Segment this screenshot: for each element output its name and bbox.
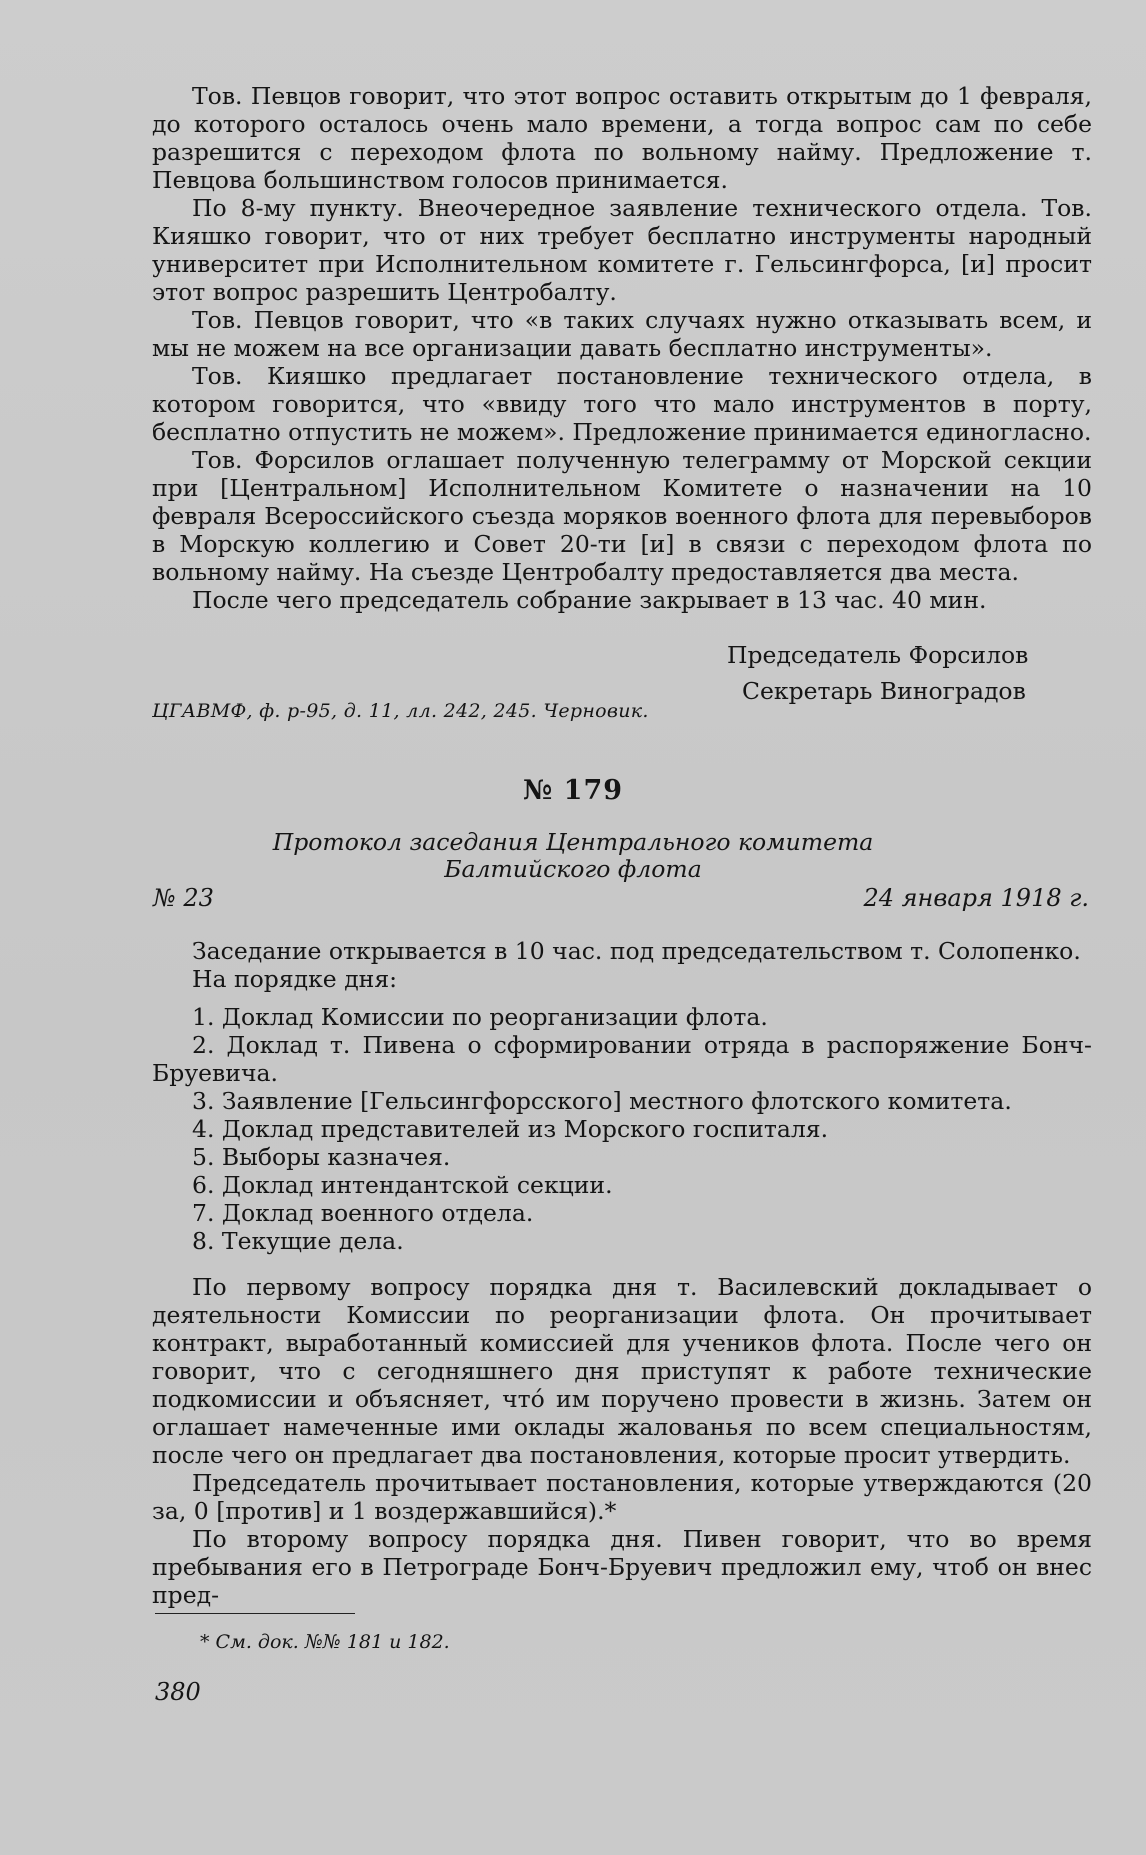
archive-reference: ЦГАВМФ, ф. р-95, д. 11, лл. 242, 245. Черновик. — [152, 700, 649, 722]
agenda-item: 1. Доклад Комиссии по реорганизации флота. — [192, 1003, 768, 1031]
paragraph: Председатель прочитывает постановления, которые утверждаются (20 за, 0 [против] и 1 воздержавшийся).* — [152, 1469, 1092, 1525]
discussion-block — [152, 1273, 1092, 1609]
agenda-item: 7. Доклад военного отдела. — [192, 1199, 534, 1227]
document-title-line: Протокол заседания Центрального комитета — [272, 828, 874, 856]
footnote: * См. док. №№ 181 и 182. — [200, 1631, 450, 1653]
document-meta — [153, 884, 1089, 912]
paragraph: Тов. Певцов говорит, что «в таких случаях нужно отказывать всем, и мы не можем на все организации давать бесплатно инструменты». — [152, 306, 1092, 362]
secretary-signature: Секретарь Виноградов — [742, 677, 1026, 705]
agenda-item: 6. Доклад интендантской секции. — [192, 1171, 613, 1199]
page-number: 380 — [155, 1678, 201, 1706]
paragraph: Тов. Певцов говорит, что этот вопрос оставить открытым до 1 февраля, до которого осталось очень мало времени, а тогда вопрос сам по себе разрешится с переходом флота по вольному найму. Предложение т. Певцова большинством голосов принимается. — [152, 82, 1092, 194]
agenda-heading: На порядке дня: — [192, 965, 398, 993]
agenda-item: 2. Доклад т. Пивена о сформировании отряда в распоряжение Бонч-Бруевича. — [152, 1031, 1092, 1087]
agenda-item: 3. Заявление [Гельсингфорсского] местного флотского комитета. — [192, 1087, 1012, 1115]
paragraph: По второму вопросу порядка дня. Пивен говорит, что во время пребывания его в Петрограде Бонч-Бруевич предложил ему, чтоб он внес пред- — [152, 1525, 1092, 1609]
document-date: 24 января 1918 г. — [863, 884, 1089, 912]
protocol-body — [152, 937, 1092, 1609]
footnote-divider — [155, 1613, 355, 1614]
paragraph: По первому вопросу порядка дня т. Василевский докладывает о деятельности Комиссии по реорганизации флота. Он прочитывает контракт, выработанный комиссией для учеников флота. После чего он говорит, что с сегодняшнего дня приступят к работе технические подкомиссии и объясняет, что́ им поручено провести в жизнь. Затем он оглашает намеченные ими оклады жалованья по всем специальностям, после чего он предлагает два постановления, которые просит утвердить. — [152, 1273, 1092, 1469]
agenda-list — [152, 1003, 1092, 1255]
top-text-block — [152, 82, 1092, 614]
paragraph: По 8-му пункту. Внеочередное заявление технического отдела. Тов. Кияшко говорит, что от них требует бесплатно инструменты народный университет при Исполнительном комитете г. Гельсингфорса, [и] просит этот вопрос разрешить Центробалту. — [152, 194, 1092, 306]
document-title — [0, 829, 1146, 883]
agenda-item: 4. Доклад представителей из Морского госпиталя. — [192, 1115, 829, 1143]
protocol-number: № 23 — [153, 884, 214, 912]
document-title-line: Балтийского флота — [444, 855, 702, 883]
paragraph: После чего председатель собрание закрывает в 13 час. 40 мин. — [192, 586, 987, 614]
opening-paragraph: Заседание открывается в 10 час. под председательством т. Солопенко. — [192, 937, 1081, 965]
agenda-item: 8. Текущие дела. — [192, 1227, 404, 1255]
paragraph: Тов. Кияшко предлагает постановление технического отдела, в котором говорится, что «ввиду того что мало инструментов в порту, бесплатно отпустить не можем». Предложение принимается единогласно. — [152, 362, 1092, 446]
chairman-signature: Председатель Форсилов — [727, 641, 1029, 669]
document-number: № 179 — [522, 775, 624, 806]
paragraph: Тов. Форсилов оглашает полученную телеграмму от Морской секции при [Центральном] Исполнительном Комитете о назначении на 10 февраля Всероссийского съезда моряков военного флота для перевыборов в Морскую коллегию и Совет 20-ти [и] в связи с переходом флота по вольному найму. На съезде Центробалту предоставляется два места. — [152, 446, 1092, 586]
agenda-item: 5. Выборы казначея. — [192, 1143, 451, 1171]
signature-block — [727, 637, 1028, 709]
